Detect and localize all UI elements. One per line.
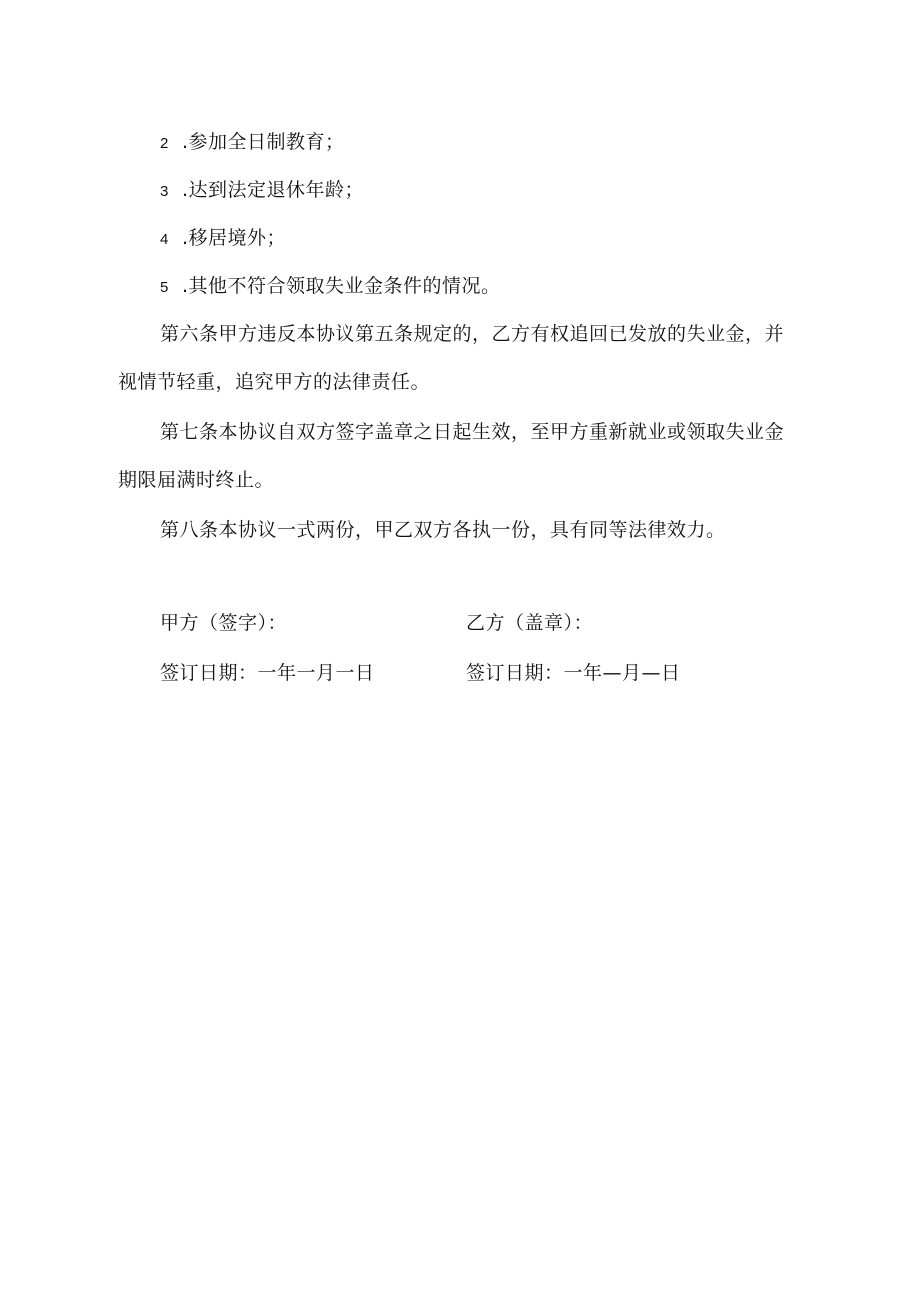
article-6-line-1: 第六条甲方违反本协议第五条规定的，乙方有权追回已发放的失业金，并 [160,323,785,345]
party-a-signature-label: 甲方（签字）： [160,612,288,634]
list-item-text: .参加全日制教育； [182,131,345,153]
list-item-text: .移居境外； [182,227,287,249]
list-item [160,226,286,252]
list-item [160,130,345,156]
list-item-text: .达到法定退休年龄； [182,179,365,201]
list-item-number: 3 [160,183,169,200]
list-item-number: 2 [160,135,169,152]
list-item-text: .其他不符合领取失业金条件的情况。 [182,275,501,297]
article-7-line-2: 期限届满时终止。 [118,469,275,491]
list-item-number: 5 [160,279,169,296]
party-b-sign-date: 签订日期：一年—月—日 [466,662,681,684]
article-8: 第八条本协议一式两份，甲乙双方各执一份，具有同等法律效力。 [160,519,726,541]
article-6-line-2: 视情节轻重，追究甲方的法律责任。 [118,371,431,393]
list-item-number: 4 [160,231,169,248]
party-b-seal-label: 乙方（盖章）： [466,612,594,634]
article-7-line-1: 第七条本协议自双方签字盖章之日起生效，至甲方重新就业或领取失业金 [160,421,785,443]
party-a-sign-date: 签订日期：一年一月一日 [160,662,375,684]
list-item [160,178,364,204]
list-item [160,274,501,300]
